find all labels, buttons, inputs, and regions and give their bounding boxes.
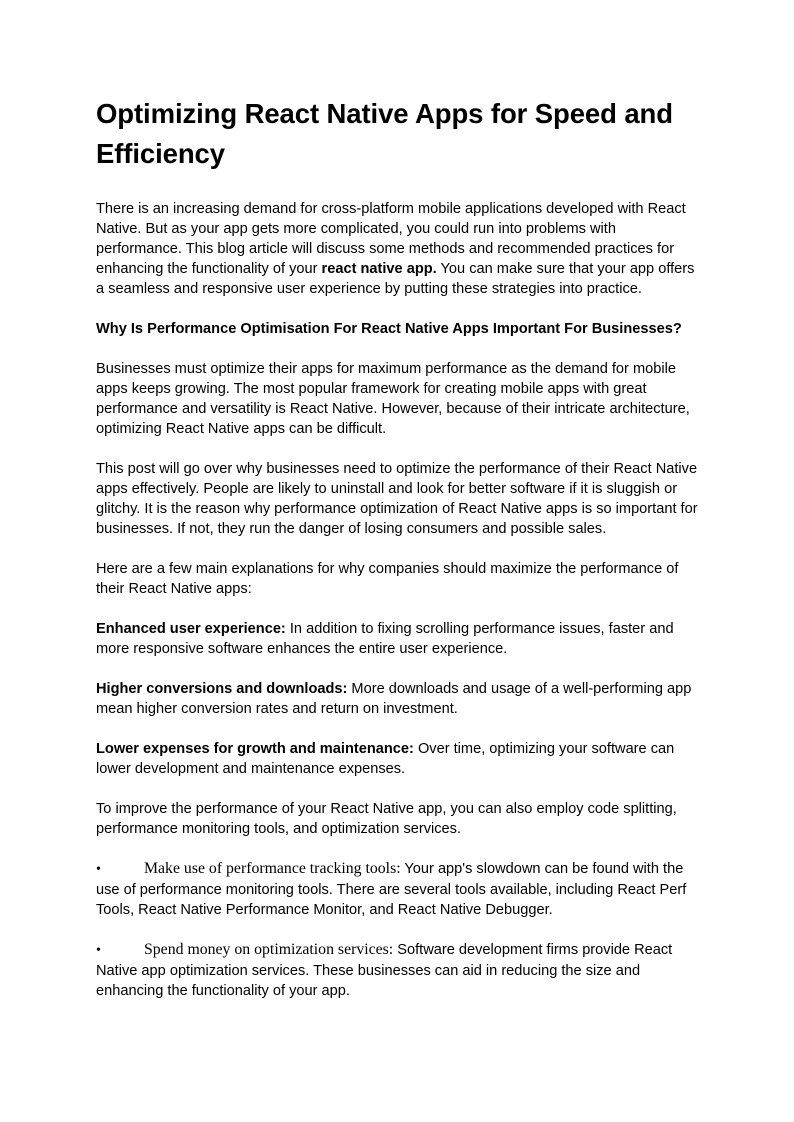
body-paragraph: This post will go over why businesses need to optimize the performance of their React Native apps effectively. People are likely to uninstall and look for better software if it is sluggish or glitchy. It is the reason why performance optimization of React Native apps is so important for businesses. If not, they run the danger of losing consumers and possible sales. — [96, 461, 698, 537]
intro-text-after: You can make sure that your app offers a seamless and responsive user experience by putting these strategies into practice. — [96, 261, 695, 297]
intro-paragraph — [96, 199, 698, 299]
reason-item — [96, 739, 698, 779]
reason-text: More downloads and usage of a well-performing app mean higher conversion rates and return on investment. — [96, 681, 692, 717]
bullet-text: Your app's slowdown can be found with the use of performance monitoring tools. There are several tools available, including React Perf Tools, React Native Performance Monitor, and React Native Debugger. — [96, 861, 687, 918]
reason-text: Over time, optimizing your software can lower development and maintenance expenses. — [96, 741, 675, 777]
reason-item — [96, 679, 698, 719]
closing-paragraph: To improve the performance of your React Native app, you can also employ code splitting, performance monitoring tools, and optimization services. — [96, 801, 677, 837]
bullet-lead: Make use of performance tracking tools: — [144, 860, 401, 877]
intro-bold-link-text: react native app. — [321, 261, 437, 277]
reason-text: In addition to fixing scrolling performance issues, faster and more responsive software enhances the entire user experience. — [96, 621, 674, 657]
reason-lead: Higher conversions and downloads: — [96, 681, 348, 697]
bullet-lead: Spend money on optimization services: — [144, 941, 394, 958]
page-title: Optimizing React Native Apps for Speed and Efficiency — [96, 98, 673, 169]
document-page — [96, 94, 698, 1021]
bullet-icon: • — [96, 943, 101, 958]
intro-text-before: There is an increasing demand for cross-platform mobile applications developed with React Native. But as your app gets more complicated, you could run into problems with performance. This blog article will discuss some methods and recommended practices for enhancing the functionality of your — [96, 201, 686, 277]
bullet-icon: • — [96, 862, 101, 877]
bullet-text: Software development firms provide React Native app optimization services. These businesses can aid in reducing the size and enhancing the functionality of your app. — [96, 942, 673, 999]
section-subheading: Why Is Performance Optimisation For React Native Apps Important For Businesses? — [96, 321, 682, 337]
bullet-item — [96, 859, 698, 920]
body-paragraph: Businesses must optimize their apps for maximum performance as the demand for mobile apps keeps growing. The most popular framework for creating mobile apps with great performance and versatility is React Native. However, because of their intricate architecture, optimizing React Native apps can be difficult. — [96, 361, 690, 437]
body-paragraph: Here are a few main explanations for why companies should maximize the performance of their React Native apps: — [96, 561, 679, 597]
reason-item — [96, 619, 698, 659]
bullet-item — [96, 940, 698, 1001]
reason-lead: Lower expenses for growth and maintenance: — [96, 741, 414, 757]
reason-lead: Enhanced user experience: — [96, 621, 286, 637]
